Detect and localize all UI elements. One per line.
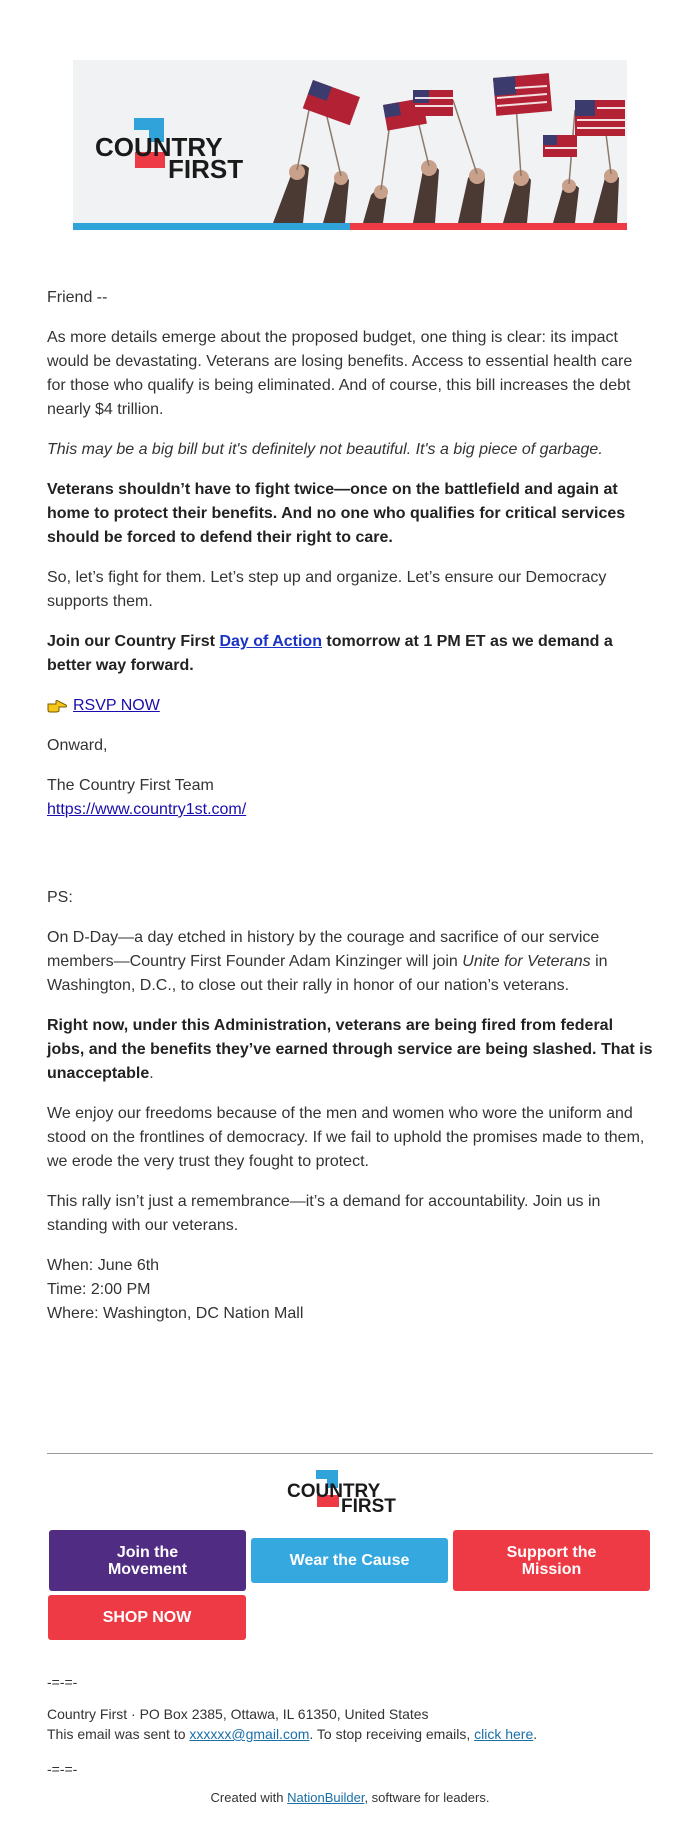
nationbuilder-link[interactable]: NationBuilder xyxy=(287,1790,365,1805)
sent-to-prefix: This email was sent to xyxy=(47,1726,190,1742)
country-first-logo xyxy=(95,118,265,184)
ps-label: PS: xyxy=(47,889,73,906)
shop-now-button[interactable]: SHOP NOW xyxy=(48,1595,246,1640)
waving-flags-image xyxy=(253,60,627,223)
footer-address-block xyxy=(47,1704,657,1744)
ps-d-day-prefix: On D-Day—a day etched in history by the courage and sacrifice of our service members—Country First Founder Adam Kinzinger will join xyxy=(47,929,600,970)
pointing-hand-icon xyxy=(47,699,67,713)
join-the-movement-button[interactable]: Join the Movement xyxy=(49,1530,246,1591)
ps-paragraph-administration xyxy=(47,1014,653,1086)
day-of-action-prefix: Join our Country First xyxy=(47,633,220,650)
unsubscribe-link[interactable]: click here xyxy=(474,1726,534,1742)
paragraph-budget: As more details emerge about the proposed budget, one thing is clear: its impact would be devastating. Veterans are losing benefits. Access to essential health care for those who qualify is being eliminated. And of course, this bill increases the debt nearly $4 trillion. xyxy=(47,329,633,418)
footer-divider xyxy=(47,1453,653,1454)
paragraph-day-of-action xyxy=(47,630,653,678)
wear-the-cause-button[interactable]: Wear the Cause xyxy=(251,1538,448,1583)
created-suffix: , software for leaders. xyxy=(364,1790,490,1805)
separator-top: -=-=- xyxy=(47,1674,78,1690)
ps-paragraph-rally: This rally isn’t just a remembrance—it’s a demand for accountability. Join us in standing with our veterans. xyxy=(47,1193,601,1234)
ps-administration-period: . xyxy=(149,1065,154,1082)
ps-d-day-suffix: in Washington, D.C., to close out their rally in honor of our nation’s veterans. xyxy=(47,953,608,994)
signature: The Country First Team xyxy=(47,777,214,794)
day-of-action-suffix: tomorrow at 1 PM ET as we demand a better way forward. xyxy=(47,633,613,674)
support-the-mission-button[interactable]: Support the Mission xyxy=(453,1530,650,1591)
event-when: When: June 6th xyxy=(47,1257,160,1274)
email-body xyxy=(47,286,653,1342)
logo-text-first: FIRST xyxy=(168,154,244,184)
banner-stripe-red xyxy=(350,223,627,230)
event-time: Time: 2:00 PM xyxy=(47,1281,151,1298)
onward: Onward, xyxy=(47,737,108,754)
recipient-email-link[interactable]: xxxxxx@gmail.com xyxy=(189,1726,310,1742)
footer-logo-text-first: FIRST xyxy=(341,1496,396,1517)
ps-paragraph-d-day xyxy=(47,926,653,998)
created-with-line xyxy=(0,1790,700,1805)
day-of-action-link[interactable]: Day of Action xyxy=(219,633,322,650)
separator-bottom: -=-=- xyxy=(47,1761,78,1777)
event-where: Where: Washington, DC Nation Mall xyxy=(47,1305,304,1322)
paragraph-fight: So, let’s fight for them. Let’s step up and organize. Let’s ensure our Democracy supports them. xyxy=(47,569,607,610)
footer-logo xyxy=(287,1470,413,1517)
ps-administration-bold: Right now, under this Administration, veterans are being fired from federal jobs, and the benefits they’ve earned through service are being slashed. That is unacceptable xyxy=(47,1017,653,1082)
rsvp-now-link[interactable]: RSVP NOW xyxy=(73,697,160,714)
ps-paragraph-freedoms: We enjoy our freedoms because of the men and women who wore the uniform and stood on the frontlines of democracy. If we fail to uphold the promises made to them, we erode the very trust they fought to protect. xyxy=(47,1105,645,1170)
footer-logo-text-country: COUNTRY xyxy=(287,1481,381,1502)
website-link[interactable]: https://www.country1st.com/ xyxy=(47,801,247,818)
logo-text-country: COUNTRY xyxy=(95,132,223,162)
header-banner xyxy=(73,60,627,230)
paragraph-garbage: This may be a big bill but it's definitely not beautiful. It's a big piece of garbage. xyxy=(47,441,603,458)
greeting: Friend -- xyxy=(47,289,108,306)
unite-for-veterans: Unite for Veterans xyxy=(462,953,591,970)
sent-to-suffix: . xyxy=(533,1726,538,1742)
created-prefix: Created with xyxy=(210,1790,288,1805)
sent-to-middle: . To stop receiving emails, xyxy=(309,1726,475,1742)
event-details xyxy=(47,1254,653,1326)
paragraph-veterans: Veterans shouldn’t have to fight twice—once on the battlefield and again at home to protect their benefits. And no one who qualifies for critical services should be forced to defend their right to care. xyxy=(47,481,626,546)
rsvp-line xyxy=(47,694,653,718)
signature-block xyxy=(47,774,653,822)
banner-stripe-blue xyxy=(73,223,350,230)
footer-address: Country First · PO Box 2385, Ottawa, IL 61350, United States xyxy=(47,1706,429,1722)
